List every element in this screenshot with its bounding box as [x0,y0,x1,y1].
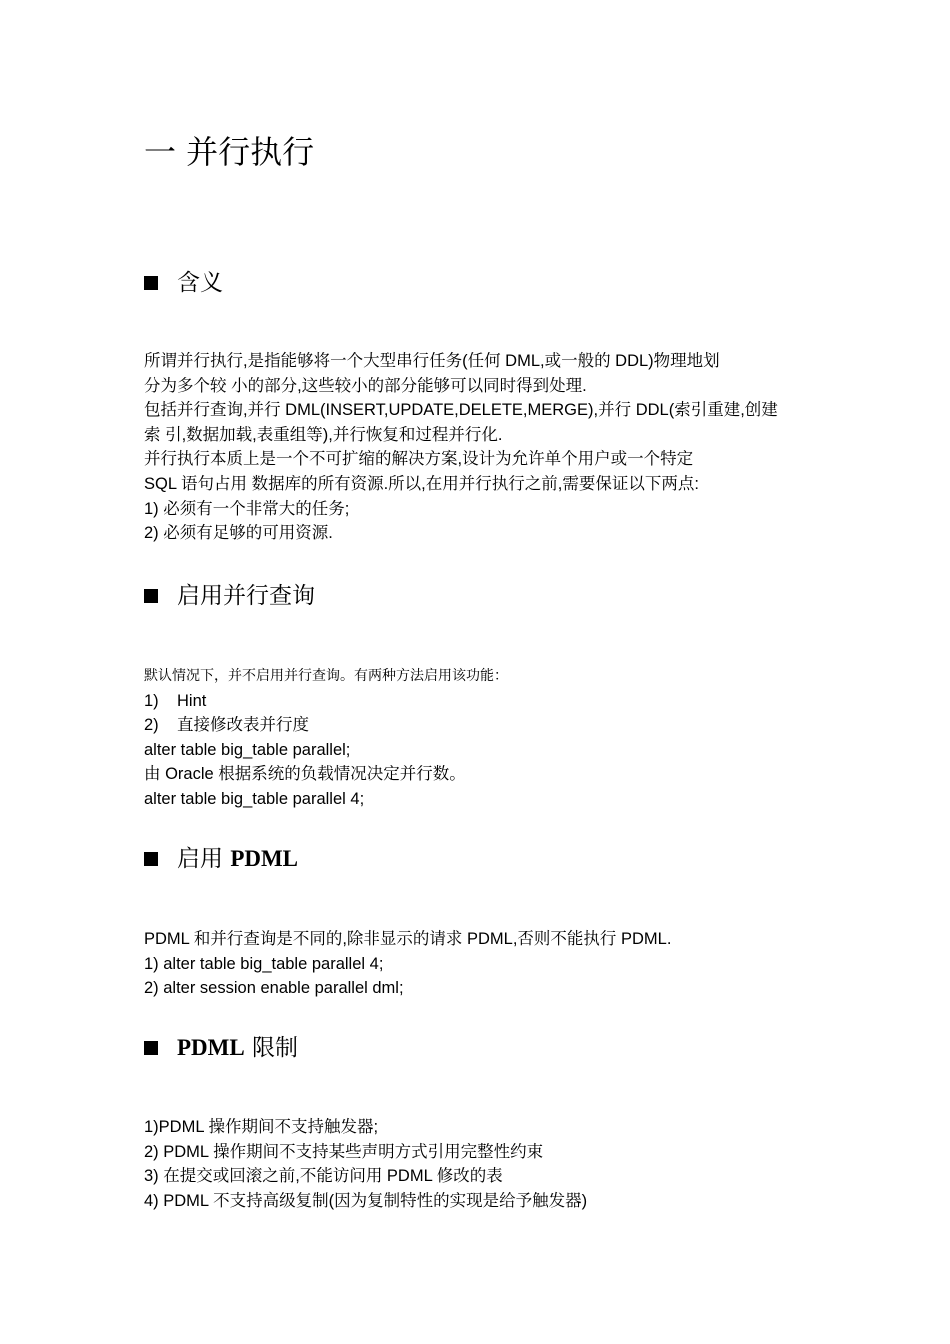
body-line: 1) 必须有一个非常大的任务; [144,499,350,518]
square-bullet-icon [144,852,158,866]
square-bullet-icon [144,276,158,290]
section-body-pdml-restrictions [144,1115,814,1213]
section-heading-text: 含义 [177,270,223,296]
section-heading-enable-pdml [144,843,298,875]
square-bullet-icon [144,589,158,603]
section-heading-text: 限制 [244,1035,299,1061]
section-heading-meaning [144,267,223,299]
body-line: alter table big_table parallel 4; [144,789,365,808]
body-line: 4) PDML 不支持高级复制(因为复制特性的实现是给予触发器) [144,1191,588,1210]
body-line: 索 引,数据加载,表重组等),并行恢复和过程并行化. [144,425,503,444]
section-heading-enable-parallel-query [144,580,315,612]
section-heading-latin: PDML [230,846,299,871]
page-title: 一 并行执行 [144,133,315,171]
body-line: 包括并行查询,并行 DML(INSERT,UPDATE,DELETE,MERGE),并行 DDL(索引重建,创建 [144,401,778,420]
body-intro-line: 默认情况下，并不启用并行查询。有两种方法启用该功能： [144,668,508,684]
section-body-enable-parallel-query [144,664,814,812]
body-line: 2) alter session enable parallel dml; [144,979,404,998]
square-bullet-icon [144,1041,158,1055]
body-line: SQL 语句占用 数据库的所有资源.所以,在用并行执行之前,需要保证以下两点: [144,474,699,493]
body-line: 1) alter table big_table parallel 4; [144,954,384,973]
section-heading-text: 启用并行查询 [177,583,315,609]
body-line: 由 Oracle 根据系统的负载情况决定并行数。 [144,765,466,784]
section-body-meaning [144,349,814,546]
body-line: 2) PDML 操作期间不支持某些声明方式引用完整性约束 [144,1142,544,1161]
body-line: 1)PDML 操作期间不支持触发器; [144,1118,379,1136]
body-line: 1) Hint [144,691,207,710]
body-line: 并行执行本质上是一个不可扩缩的解决方案,设计为允许单个用户或一个特定 [144,450,694,469]
body-line: 所谓并行执行,是指能够将一个大型串行任务(任何 DML,或一般的 DDL)物理地划 [144,352,720,370]
body-line: 3) 在提交或回滚之前,不能访问用 PDML 修改的表 [144,1167,503,1186]
section-heading-pdml-restrictions [144,1032,298,1064]
body-line: 2) 必须有足够的可用资源. [144,524,333,543]
body-line: 2) 直接修改表并行度 [144,716,310,735]
body-line: alter table big_table parallel; [144,740,351,759]
section-heading-latin: PDML [177,1035,245,1060]
body-line: 分为多个较 小的部分,这些较小的部分能够可以同时得到处理. [144,376,587,395]
section-heading-text: 启用 [177,846,231,872]
section-body-enable-pdml [144,927,814,1001]
body-line: PDML 和并行查询是不同的,除非显示的请求 PDML,否则不能执行 PDML. [144,930,672,948]
